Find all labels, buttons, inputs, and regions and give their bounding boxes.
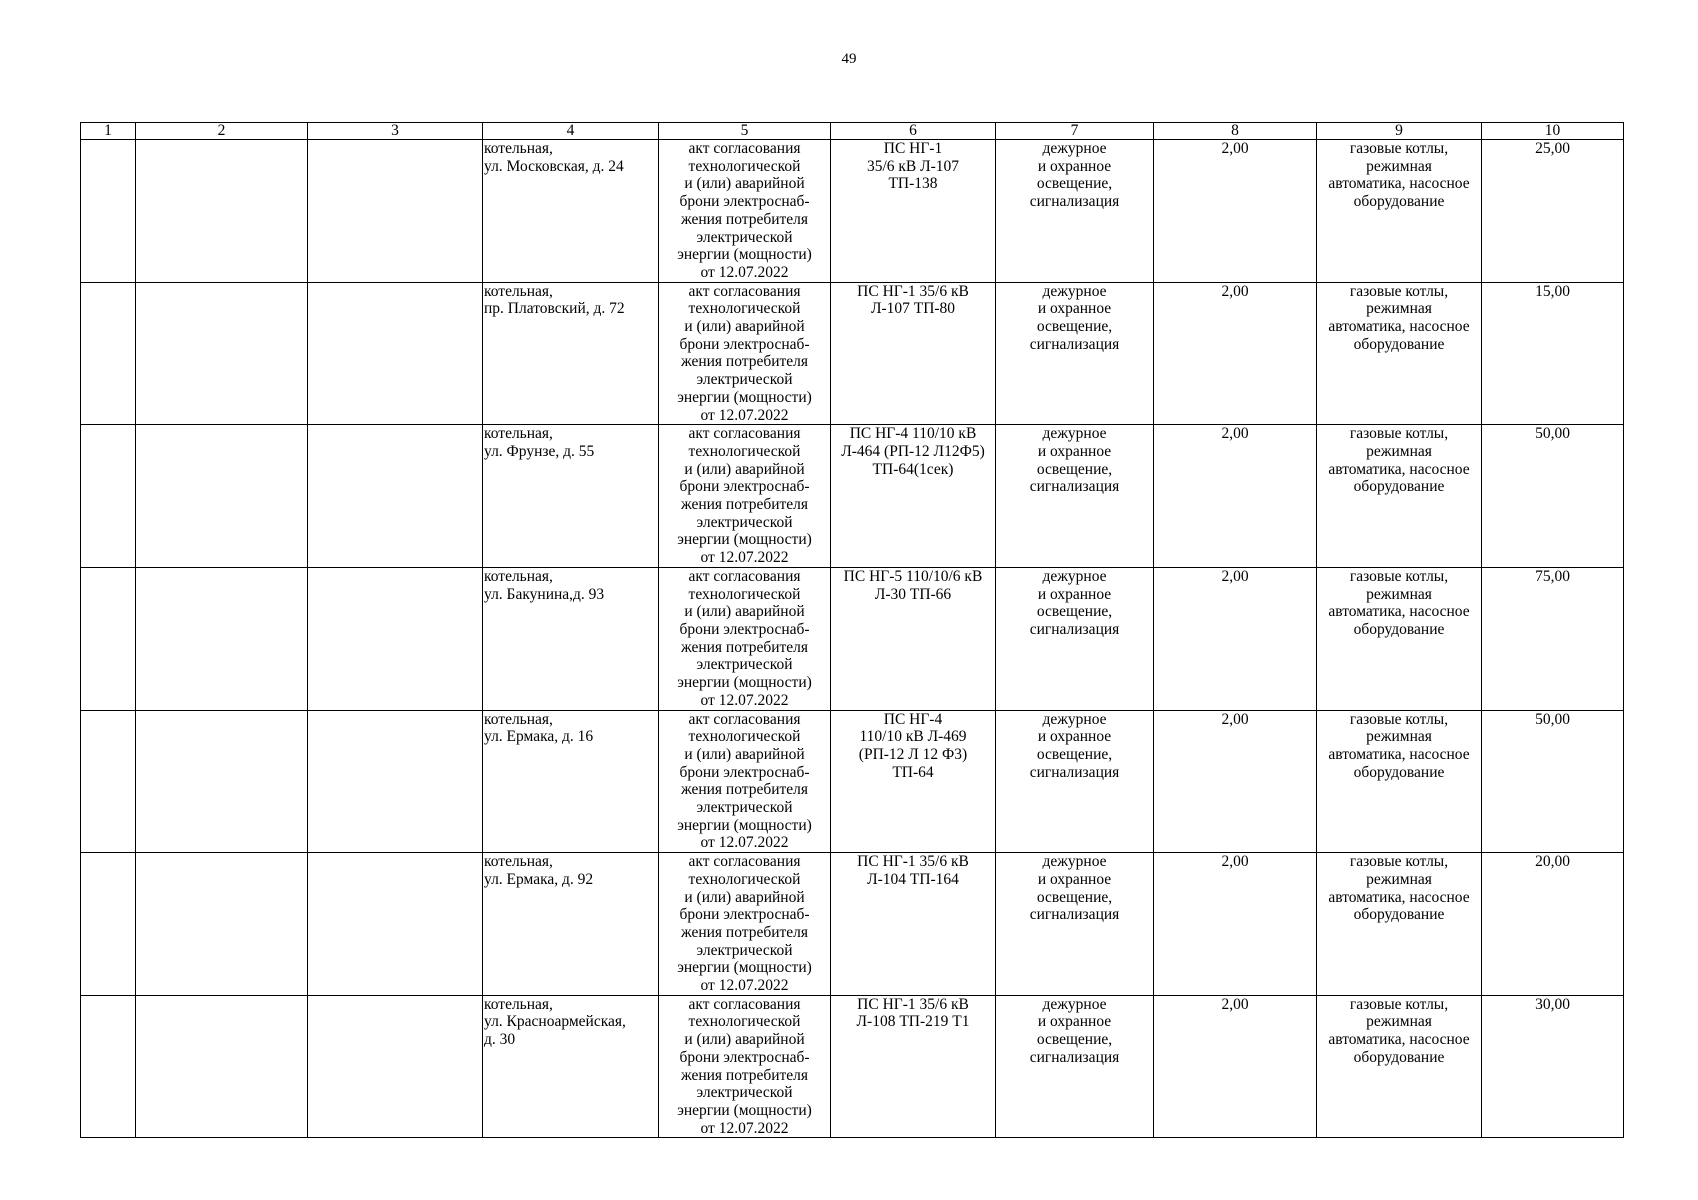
- emergency-equipment-cell: дежурное и охранное освещение, сигнализация: [996, 995, 1154, 1138]
- supply-source-cell: ПС НГ-5 110/10/6 кВ Л-30 ТП-66: [831, 567, 996, 710]
- document-cell: акт согласования технологической и (или) аварийной брони электроснаб- жения потребителя электрической энергии (мощности) от 12.07.2022: [659, 853, 831, 996]
- category-cell: [136, 140, 308, 283]
- document-cell: акт согласования технологической и (или) аварийной брони электроснаб- жения потребителя электрической энергии (мощности) от 12.07.2022: [659, 710, 831, 853]
- object-address-cell: котельная, ул. Бакунина,д. 93: [483, 567, 659, 710]
- object-address-cell: котельная, ул. Красноармейская, д. 30: [483, 995, 659, 1138]
- column-number-cell: 8: [1154, 123, 1317, 140]
- consumer-cell: [308, 282, 483, 425]
- emergency-equipment-cell: дежурное и охранное освещение, сигнализация: [996, 567, 1154, 710]
- supply-source-cell: ПС НГ-1 35/6 кВ Л-104 ТП-164: [831, 853, 996, 996]
- column-number-cell: 3: [308, 123, 483, 140]
- object-address-cell: котельная, ул. Московская, д. 24: [483, 140, 659, 283]
- technological-equipment-cell: газовые котлы, режимная автоматика, насосное оборудование: [1317, 425, 1482, 568]
- technological-power-cell: 25,00: [1482, 140, 1624, 283]
- category-cell: [136, 853, 308, 996]
- column-number-row: [81, 123, 1624, 140]
- table-row: [81, 710, 1624, 853]
- column-number-cell: 9: [1317, 123, 1482, 140]
- supply-source-cell: ПС НГ-4 110/10 кВ Л-469 (РП-12 Л 12 Ф3) ТП-64: [831, 710, 996, 853]
- document-cell: акт согласования технологической и (или) аварийной брони электроснаб- жения потребителя электрической энергии (мощности) от 12.07.2022: [659, 140, 831, 283]
- object-address-cell: котельная, ул. Фрунзе, д. 55: [483, 425, 659, 568]
- technological-power-cell: 75,00: [1482, 567, 1624, 710]
- consumer-cell: [308, 425, 483, 568]
- consumer-cell: [308, 853, 483, 996]
- object-address-cell: котельная, пр. Платовский, д. 72: [483, 282, 659, 425]
- page-number: 49: [841, 51, 857, 67]
- number-cell: [81, 282, 136, 425]
- emergency-power-cell: 2,00: [1154, 995, 1317, 1138]
- consumer-cell: [308, 995, 483, 1138]
- number-cell: [81, 140, 136, 283]
- category-cell: [136, 710, 308, 853]
- category-cell: [136, 567, 308, 710]
- supply-source-cell: ПС НГ-1 35/6 кВ Л-107 ТП-138: [831, 140, 996, 283]
- consumer-cell: [308, 140, 483, 283]
- emergency-equipment-cell: дежурное и охранное освещение, сигнализация: [996, 853, 1154, 996]
- category-cell: [136, 995, 308, 1138]
- table-row: [81, 282, 1624, 425]
- table-row: [81, 567, 1624, 710]
- object-address-cell: котельная, ул. Ермака, д. 16: [483, 710, 659, 853]
- table-row: [81, 853, 1624, 996]
- emergency-equipment-cell: дежурное и охранное освещение, сигнализация: [996, 282, 1154, 425]
- technological-power-cell: 50,00: [1482, 425, 1624, 568]
- data-table: [80, 122, 1624, 1138]
- technological-equipment-cell: газовые котлы, режимная автоматика, насосное оборудование: [1317, 995, 1482, 1138]
- table-row: [81, 140, 1624, 283]
- number-cell: [81, 425, 136, 568]
- number-cell: [81, 853, 136, 996]
- number-cell: [81, 995, 136, 1138]
- technological-power-cell: 50,00: [1482, 710, 1624, 853]
- technological-equipment-cell: газовые котлы, режимная автоматика, насосное оборудование: [1317, 710, 1482, 853]
- document-cell: акт согласования технологической и (или) аварийной брони электроснаб- жения потребителя электрической энергии (мощности) от 12.07.2022: [659, 567, 831, 710]
- document-cell: акт согласования технологической и (или) аварийной брони электроснаб- жения потребителя электрической энергии (мощности) от 12.07.2022: [659, 995, 831, 1138]
- document-cell: акт согласования технологической и (или) аварийной брони электроснаб- жения потребителя электрической энергии (мощности) от 12.07.2022: [659, 282, 831, 425]
- table-body: [81, 123, 1624, 1138]
- technological-power-cell: 15,00: [1482, 282, 1624, 425]
- table-row: [81, 425, 1624, 568]
- table-row: [81, 995, 1624, 1138]
- technological-equipment-cell: газовые котлы, режимная автоматика, насосное оборудование: [1317, 567, 1482, 710]
- object-address-cell: котельная, ул. Ермака, д. 92: [483, 853, 659, 996]
- emergency-power-cell: 2,00: [1154, 710, 1317, 853]
- consumer-cell: [308, 710, 483, 853]
- column-number-cell: 7: [996, 123, 1154, 140]
- technological-power-cell: 20,00: [1482, 853, 1624, 996]
- technological-power-cell: 30,00: [1482, 995, 1624, 1138]
- emergency-equipment-cell: дежурное и охранное освещение, сигнализация: [996, 710, 1154, 853]
- column-number-cell: 1: [81, 123, 136, 140]
- supply-source-cell: ПС НГ-4 110/10 кВ Л-464 (РП-12 Л12Ф5) ТП-64(1сек): [831, 425, 996, 568]
- column-number-cell: 6: [831, 123, 996, 140]
- technological-equipment-cell: газовые котлы, режимная автоматика, насосное оборудование: [1317, 140, 1482, 283]
- document-cell: акт согласования технологической и (или) аварийной брони электроснаб- жения потребителя электрической энергии (мощности) от 12.07.2022: [659, 425, 831, 568]
- category-cell: [136, 282, 308, 425]
- emergency-equipment-cell: дежурное и охранное освещение, сигнализация: [996, 425, 1154, 568]
- technological-equipment-cell: газовые котлы, режимная автоматика, насосное оборудование: [1317, 282, 1482, 425]
- supply-source-cell: ПС НГ-1 35/6 кВ Л-107 ТП-80: [831, 282, 996, 425]
- supply-source-cell: ПС НГ-1 35/6 кВ Л-108 ТП-219 Т1: [831, 995, 996, 1138]
- category-cell: [136, 425, 308, 568]
- column-number-cell: 2: [136, 123, 308, 140]
- emergency-equipment-cell: дежурное и охранное освещение, сигнализация: [996, 140, 1154, 283]
- technological-equipment-cell: газовые котлы, режимная автоматика, насосное оборудование: [1317, 853, 1482, 996]
- column-number-cell: 10: [1482, 123, 1624, 140]
- emergency-power-cell: 2,00: [1154, 140, 1317, 283]
- number-cell: [81, 567, 136, 710]
- column-number-cell: 4: [483, 123, 659, 140]
- emergency-power-cell: 2,00: [1154, 853, 1317, 996]
- column-number-cell: 5: [659, 123, 831, 140]
- consumer-cell: [308, 567, 483, 710]
- number-cell: [81, 710, 136, 853]
- emergency-power-cell: 2,00: [1154, 282, 1317, 425]
- emergency-power-cell: 2,00: [1154, 425, 1317, 568]
- emergency-power-cell: 2,00: [1154, 567, 1317, 710]
